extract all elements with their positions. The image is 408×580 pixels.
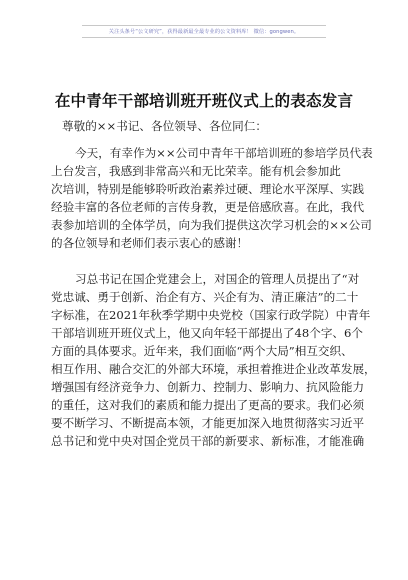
paragraph-2-line-4: 干部培训班开班仪式上，他又向年轻干部提出了48个字、6个 (51, 326, 363, 340)
paragraph-1-line-4: 经验丰富的各位老师的言传身教，更是倍感欣喜。在此，我代 (51, 200, 365, 214)
paragraph-2-line-10: 总书记和党中央对国企党员干部的新要求、新标准，才能准确 (51, 434, 365, 448)
header-banner: 关注头条号“公文研究”，获得最新最全最专业的公文资料库！ 微信：gongwen。 (82, 25, 326, 38)
paragraph-2-line-3: 字标准，在2021年秋季学期中央党校（国家行政学院）中青年 (51, 308, 371, 322)
paragraph-2-line-5: 方面的具体要求。近年来，我们面临“两个大局”相互交织、 (51, 344, 353, 358)
document-title: 在中青年干部培训班开班仪式上的表态发言 (54, 92, 354, 110)
paragraph-1-line-6: 的各位领导和老师们表示衷心的感谢！ (51, 236, 249, 250)
paragraph-2-line-2: 党忠诚、勇于创新、治企有方、兴企有为、清正廉洁”的二十 (51, 290, 359, 304)
paragraph-1-line-3: 次培训，特别是能够聆听政治素养过硬、理论水平深厚、实践 (51, 182, 365, 196)
paragraph-1-line-1: 今天，有幸作为××公司中青年干部培训班的参培学员代表 (75, 146, 373, 160)
salutation: 尊敬的××书记、各位领导、各位同仁： (62, 119, 267, 133)
paragraph-1-line-5: 表参加培训的全体学员，向为我们提供这次学习机会的××公司 (51, 218, 372, 232)
paragraph-2-line-6: 相互作用、融合交汇的外部大环境，承担着推进企业改革发展， (51, 362, 376, 376)
paragraph-2-line-1: 习总书记在国企党建会上，对国企的管理人员提出了“对 (75, 272, 360, 286)
paragraph-2-line-9: 要不断学习、不断提高本领，才能更加深入地贯彻落实习近平 (51, 416, 365, 430)
paragraph-2-line-8: 的重任，这对我们的素质和能力提出了更高的要求。我们必须 (51, 398, 365, 412)
paragraph-1-line-2: 上台发言，我感到非常高兴和无比荣幸。能有机会参加此 (51, 164, 341, 178)
paragraph-2-line-7: 增强国有经济竞争力、创新力、控制力、影响力、抗风险能力 (51, 380, 365, 394)
